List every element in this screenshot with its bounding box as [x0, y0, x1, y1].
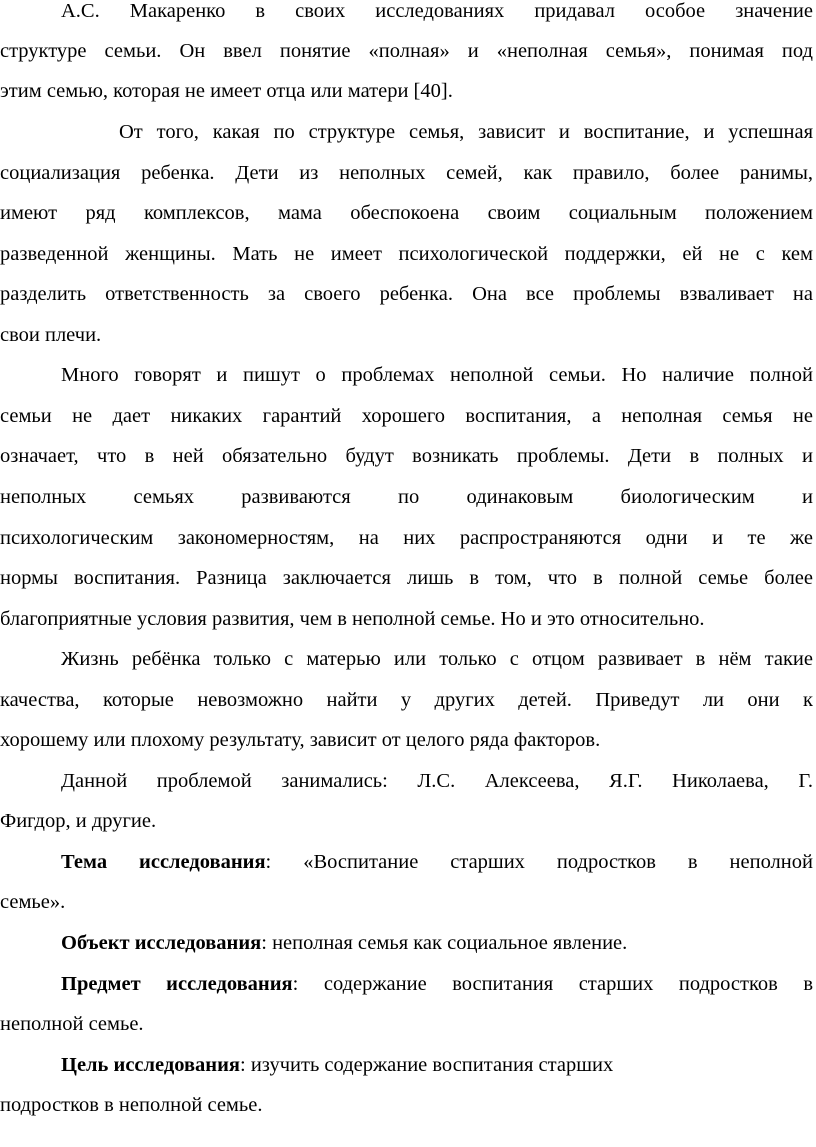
research-subject-line-2: неполной семье. — [0, 1013, 144, 1035]
research-subject-label: Предмет исследования — [61, 973, 293, 995]
paragraph-3-line-1: Много говорят и пишут о проблемах неполной семьи. Но наличие полной — [61, 364, 813, 386]
paragraph-2-line-6: свои плечи. — [0, 324, 102, 346]
paragraph-3-line-4: неполных семьях развиваются по одинаковым биологическим и — [0, 486, 813, 508]
research-goal-label: Цель исследования — [61, 1054, 240, 1076]
paragraph-3-line-2: семьи не дает никаких гарантий хорошего воспитания, а неполная семья не — [0, 405, 813, 427]
research-topic-colon: : — [265, 851, 272, 873]
paragraph-5-line-2: Фигдор, и другие. — [0, 810, 157, 832]
paragraph-3-line-5: психологическим закономерностям, на них распространяются одни и те же — [0, 527, 813, 549]
research-topic-label: Тема исследования — [61, 851, 266, 873]
paragraph-1-line-1: А.С. Макаренко в своих исследованиях придавал особое значение — [61, 0, 813, 22]
research-goal-colon: : — [240, 1054, 246, 1076]
research-object-line — [61, 932, 627, 972]
paragraph-3-line-3: означает, что в ней обязательно будут возникать проблемы. Дети в полных и — [0, 445, 813, 467]
paragraph-4-line-1: Жизнь ребёнка только с матерью или только с отцом развивает в нём такие — [61, 648, 813, 670]
paragraph-5-line-1: Данной проблемой занимались: Л.С. Алексеева, Я.Г. Николаева, Г. — [61, 770, 813, 792]
paragraph-2-line-4: разведенной женщины. Мать не имеет психологической поддержки, ей не с кем — [0, 243, 813, 265]
research-object-text: неполная семья как социальное явление. — [272, 932, 628, 954]
research-topic-line-2: семье». — [0, 891, 66, 913]
paragraph-2-line-5: разделить ответственность за своего ребенка. Она все проблемы взваливает на — [0, 283, 813, 305]
research-topic-text: «Воспитание старших подростков в неполной — [303, 851, 813, 873]
paragraph-1-line-3: этим семью, которая не имеет отца или матери [40]. — [0, 80, 453, 102]
paragraph-2-line-1: От того, какая по структуре семья, зависит и воспитание, и успешная — [119, 121, 813, 143]
paragraph-4-line-2: качества, которые невозможно найти у других детей. Приведут ли они к — [0, 689, 813, 711]
research-object-colon: : — [261, 932, 267, 954]
research-goal-text: изучить содержание воспитания старших — [250, 1054, 614, 1076]
paragraph-2-line-3: имеют ряд комплексов, мама обеспокоена своим социальным положением — [0, 202, 813, 224]
paragraph-3-line-6: нормы воспитания. Разница заключается лишь в том, что в полной семье более — [0, 567, 813, 589]
paragraph-4-line-3: хорошему или плохому результату, зависит от целого ряда факторов. — [0, 729, 601, 751]
research-topic-line-1 — [61, 851, 813, 891]
research-subject-colon: : — [292, 973, 299, 995]
paragraph-1-line-2: структуре семьи. Он ввел понятие «полная» и «неполная семья», понимая под — [0, 40, 813, 62]
research-object-label: Объект исследования — [61, 932, 262, 954]
research-goal-line-1 — [61, 1054, 613, 1094]
research-goal-line-2: подростков в неполной семье. — [0, 1094, 263, 1116]
paragraph-2-line-2: социализация ребенка. Дети из неполных семей, как правило, более ранимы, — [0, 162, 813, 184]
research-subject-text: содержание воспитания старших подростков в — [323, 973, 813, 995]
paragraph-3-line-7: благоприятные условия развития, чем в неполной семье. Но и это относительно. — [0, 608, 705, 630]
research-subject-line-1 — [61, 973, 813, 1013]
